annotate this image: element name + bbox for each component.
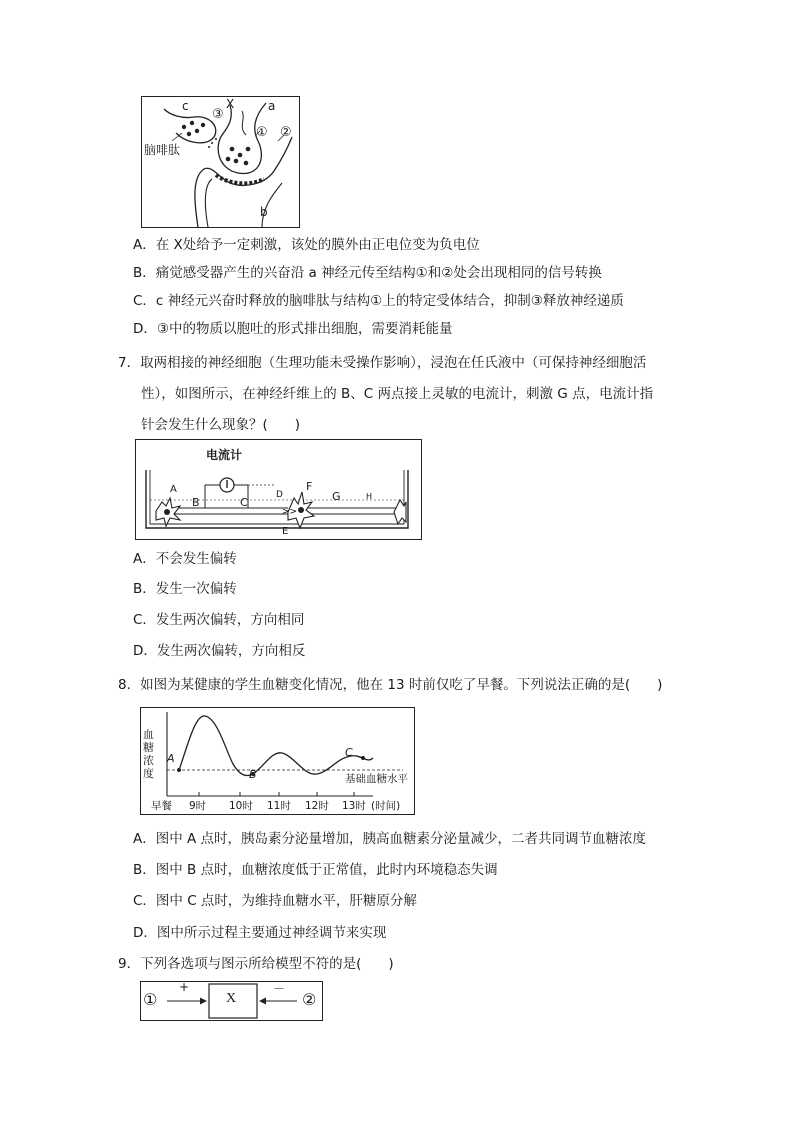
point-a-label: A [170, 484, 177, 495]
baseline-label: 基础血糖水平 [345, 773, 408, 785]
q7-option-d: D．发生两次偏转，方向相反 [133, 643, 306, 659]
model-plus-sign: + [179, 980, 190, 994]
point-c-label: C [345, 746, 353, 759]
x-tick-11: 11时 [267, 800, 291, 812]
x-tick-10: 10时 [229, 800, 253, 812]
label-x: X [226, 97, 235, 111]
point-c-label: C [240, 496, 248, 509]
q6-option-d: D．③中的物质以胞吐的形式排出细胞，需要消耗能量 [133, 321, 453, 337]
q6-synapse-figure [141, 96, 300, 228]
point-e-label: E [282, 526, 289, 537]
q7-stem-line-1: 7．取两相接的神经细胞（生理功能未受操作影响），浸泡在任氏液中（可保持神经细胞活 [118, 355, 647, 371]
x-tick-12: 12时 [305, 800, 329, 812]
model-minus-sign: － [273, 982, 286, 996]
point-h-label: H [366, 492, 373, 501]
q8-option-c: C．图中 C 点时，为维持血糖水平，肝糖原分解 [133, 893, 417, 909]
q8-option-b: B．图中 B 点时，血糖浓度低于正常值，此时内环境稳态失调 [133, 862, 498, 878]
label-3: ③ [212, 107, 224, 122]
model-left-label: ① [143, 990, 158, 1009]
q6-option-c: C．c 神经元兴奋时释放的脑啡肽与结构①上的特定受体结合，抑制③释放神经递质 [133, 293, 624, 309]
q9-model-figure [140, 981, 323, 1021]
q7-option-a: A．不会发生偏转 [133, 551, 237, 567]
x-tick-9: 9时 [189, 800, 207, 812]
point-f-label: F [306, 480, 313, 493]
label-1: ① [256, 125, 268, 140]
glucose-curve [179, 716, 373, 776]
point-b-label: B [249, 768, 257, 781]
point-d-label: D [276, 490, 283, 500]
q8-stem: 8．如图为某健康的学生血糖变化情况，他在 13 时前仅吃了早餐。下列说法正确的是( ) [118, 677, 663, 693]
q8-glucose-chart [140, 707, 415, 815]
q8-option-d: D．图中所示过程主要通过神经调节来实现 [133, 925, 387, 941]
q8-option-a: A．图中 A 点时，胰岛素分泌量增加，胰高血糖素分泌量减少，二者共同调节血糖浓度 [133, 831, 647, 847]
galvanometer-title: 电流计 [206, 448, 243, 462]
label-b: b [260, 205, 268, 219]
model-right-label: ② [302, 990, 317, 1009]
label-2: ② [280, 125, 292, 140]
q7-stem-line-3: 针会发生什么现象？( ) [141, 417, 301, 433]
label-a: a [268, 99, 276, 113]
q9-stem: 9．下列各选项与图示所给模型不符的是( ) [118, 956, 394, 972]
point-a-label: A [167, 752, 175, 765]
q6-option-a: A．在 X处给予一定刺激，该处的膜外由正电位变为负电位 [133, 237, 480, 253]
q7-stem-line-2: 性），如图所示，在神经纤维上的 B、C 两点接上灵敏的电流计，刺激 G 点，电流计指 [141, 386, 654, 402]
label-naofeitai: 脑啡肽 [144, 143, 181, 157]
point-b-label: B [192, 496, 200, 509]
x-axis-unit: (时间) [371, 800, 401, 812]
point-g-label: G [332, 490, 341, 503]
svg-text:>>: >> [282, 507, 298, 517]
x-tick-breakfast: 早餐 [151, 800, 172, 812]
q6-option-b: B．痛觉感受器产生的兴奋沿 a 神经元传至结构①和②处会出现相同的信号转换 [133, 265, 602, 281]
q7-option-b: B．发生一次偏转 [133, 581, 237, 597]
y-axis-label: 血糖浓度 [143, 728, 154, 780]
label-c: c [182, 99, 189, 113]
q7-nerve-figure [135, 439, 422, 540]
q7-option-c: C．发生两次偏转，方向相同 [133, 612, 305, 628]
model-center-x: X [226, 991, 237, 1006]
x-tick-13: 13时 [342, 800, 366, 812]
